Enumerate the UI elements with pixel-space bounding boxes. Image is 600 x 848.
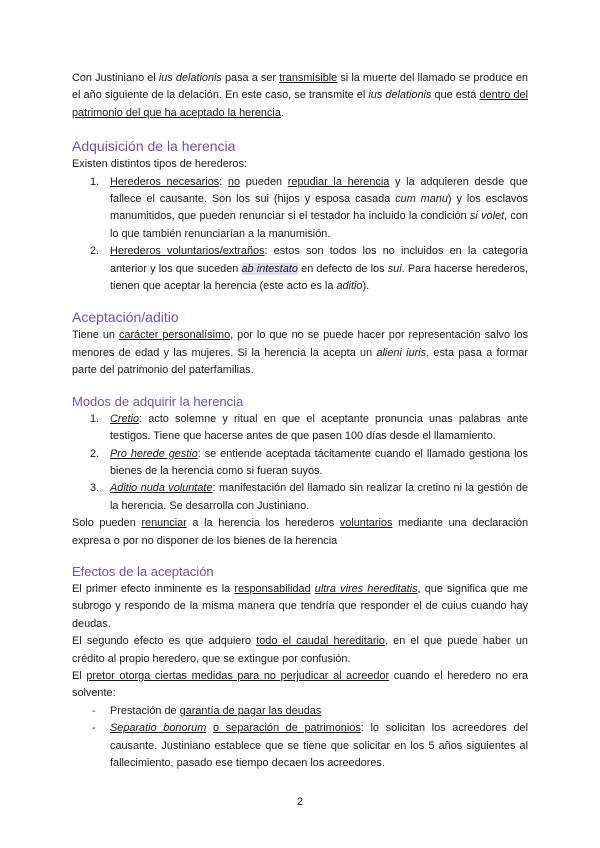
underlined-term: dentro del patrimonio del que ha aceptado la herencia bbox=[72, 89, 528, 119]
text: y la adquieren desde que fallece el causante. Son los sui (hijos y esposa casada bbox=[110, 175, 528, 206]
list-item bbox=[72, 411, 528, 446]
heading-adquisicion: Adquisición de la herencia bbox=[72, 138, 236, 155]
list-dash: - bbox=[92, 704, 96, 717]
italic-underlined-term: ultra vires hereditatis bbox=[314, 582, 418, 595]
italic-term: cum manu bbox=[395, 193, 448, 206]
list-item bbox=[72, 480, 528, 515]
heading-aceptacion: Aceptación/aditio bbox=[72, 309, 179, 326]
text: en defecto de los bbox=[297, 262, 388, 275]
list-number: 3. bbox=[90, 482, 100, 495]
text: , en el que puede haber un crédito al propio heredero, que se extingue por confusión. bbox=[72, 635, 528, 665]
underlined-term: repudiar la herencia bbox=[287, 175, 390, 188]
text: , que significa que me subrogo y respondo de la misma manera que tendría que responder el de cuius cuando hay deudas. bbox=[72, 582, 528, 630]
text: Prestación de bbox=[110, 704, 180, 717]
italic-term: ius delationis bbox=[158, 72, 222, 84]
text: : bbox=[219, 175, 228, 188]
herederos-list bbox=[72, 174, 528, 296]
list-item bbox=[72, 703, 528, 720]
text: pueden bbox=[240, 175, 288, 188]
underlined-term: Herederos voluntarios/extraños bbox=[110, 245, 265, 258]
efectos-paragraph-1 bbox=[72, 581, 528, 633]
italic-term: ius delationis bbox=[368, 89, 432, 102]
text: cuando el heredero no era solvente: bbox=[72, 669, 528, 700]
text: : manifestación del llamado sin realizar la cretino ni la gestión de la herencia. Se desarrolla con Justiniano. bbox=[110, 482, 528, 512]
italic-term: sui bbox=[387, 262, 402, 275]
text: Tiene un bbox=[72, 329, 119, 342]
italic-term: alieni iuris bbox=[376, 346, 427, 359]
text: . bbox=[280, 106, 284, 119]
list-item bbox=[72, 446, 528, 481]
underlined-term: no bbox=[227, 175, 241, 188]
italic-underlined-term: Aditio nuda voluntate bbox=[110, 482, 213, 495]
list-dash: - bbox=[92, 722, 96, 735]
text: pasa a ser bbox=[221, 72, 280, 84]
text: : estos son todos los no incluidos en la categoría anterior y los que suceden bbox=[110, 245, 528, 275]
adquisicion-lead: Existen distintos tipos de herederos: bbox=[72, 158, 247, 171]
underlined-term: Herederos necesarios bbox=[110, 175, 220, 188]
text bbox=[206, 722, 213, 734]
medidas-list bbox=[72, 703, 528, 773]
text: que está bbox=[431, 89, 480, 102]
heading-modos: Modos de adquirir la herencia bbox=[72, 393, 244, 409]
underlined-term: garantía de pagar las deudas bbox=[179, 704, 322, 717]
text: ) y los esclavos manumitidos, que pueden renunciar si el testador ha incluido la condición bbox=[110, 193, 529, 223]
page-number: 2 bbox=[296, 796, 304, 808]
italic-underlined-term: Separatio bonorum bbox=[110, 722, 207, 735]
text: El primer efecto inminente es la bbox=[72, 582, 235, 595]
list-number: 1. bbox=[90, 412, 100, 425]
document-body bbox=[72, 70, 528, 772]
text: si la muerte del llamado se produce en el año siguiente de la delación. En este caso, se transmite el bbox=[72, 72, 528, 102]
highlighted-term: ab intestato bbox=[241, 262, 298, 275]
text: : se entiende aceptada tácitamente cuando el llamado gestiona los bienes de la herencia como si fueran suyos. bbox=[110, 447, 528, 477]
intro-paragraph bbox=[72, 70, 528, 122]
text: . Para hacerse herederos, tienen que aceptar la herencia (este acto es la bbox=[110, 262, 528, 293]
italic-underlined-term: Cretio bbox=[110, 412, 140, 425]
italic-underlined-term: Pro herede gestio bbox=[110, 447, 198, 460]
heading-efectos: Efectos de la aceptación bbox=[72, 563, 214, 579]
text: : acto solemne y ritual en que el aceptante pronuncia unas palabras ante testigos. Tiene que hacerse antes de que pasen 100 días desde el llamamiento. bbox=[110, 412, 528, 443]
list-item bbox=[72, 720, 528, 772]
text: Solo pueden bbox=[72, 517, 142, 530]
efectos-paragraph-2 bbox=[72, 633, 528, 668]
renuncia-paragraph bbox=[72, 515, 528, 550]
list-number: 2. bbox=[90, 447, 100, 460]
list-number: 2. bbox=[90, 245, 100, 258]
efectos-paragraph-3 bbox=[72, 668, 528, 703]
underlined-term: carácter personalísimo bbox=[118, 329, 231, 342]
list-item bbox=[72, 243, 528, 295]
text: a la herencia los herederos bbox=[186, 517, 340, 530]
list-number: 1. bbox=[90, 175, 100, 188]
italic-term: aditio bbox=[336, 280, 363, 293]
text: Con Justiniano el bbox=[72, 72, 159, 84]
text: El segundo efecto es que adquiero bbox=[72, 635, 257, 648]
underlined-term: o separación de patrimonios bbox=[212, 722, 361, 735]
text: , esta pasa a formar parte del patrimonio del paterfamilias. bbox=[72, 346, 528, 377]
underlined-term: renunciar bbox=[141, 517, 187, 530]
aceptacion-paragraph bbox=[72, 327, 528, 379]
underlined-term: todo el caudal hereditario bbox=[256, 635, 385, 648]
italic-term: si volet bbox=[469, 210, 505, 223]
text: mediante una declaración expresa o por no disponer de los bienes de la herencia bbox=[72, 517, 528, 547]
modos-list bbox=[72, 411, 528, 515]
text: El bbox=[72, 669, 87, 682]
list-item bbox=[72, 174, 528, 244]
underlined-term: transmisible bbox=[279, 72, 338, 84]
text: , por lo que no se puede hacer por representación salvo los menores de edad y las mujeres. Si la herencia la acepta un bbox=[72, 329, 528, 359]
text: : lo solicitan los acreedores del causante. Justiniano establece que se tiene que solicitar en los 5 años siguientes al fallecimiento, pasado ese tiempo decaen los acreedores. bbox=[110, 722, 528, 769]
underlined-term: voluntarios bbox=[339, 517, 393, 530]
text: ). bbox=[362, 280, 370, 293]
underlined-term: pretor otorga ciertas medidas para no perjudicar al acreedor bbox=[86, 669, 390, 682]
underlined-term: responsabilidad bbox=[234, 582, 311, 595]
text: , con lo que también renunciarían a la manumisión. bbox=[110, 210, 528, 240]
